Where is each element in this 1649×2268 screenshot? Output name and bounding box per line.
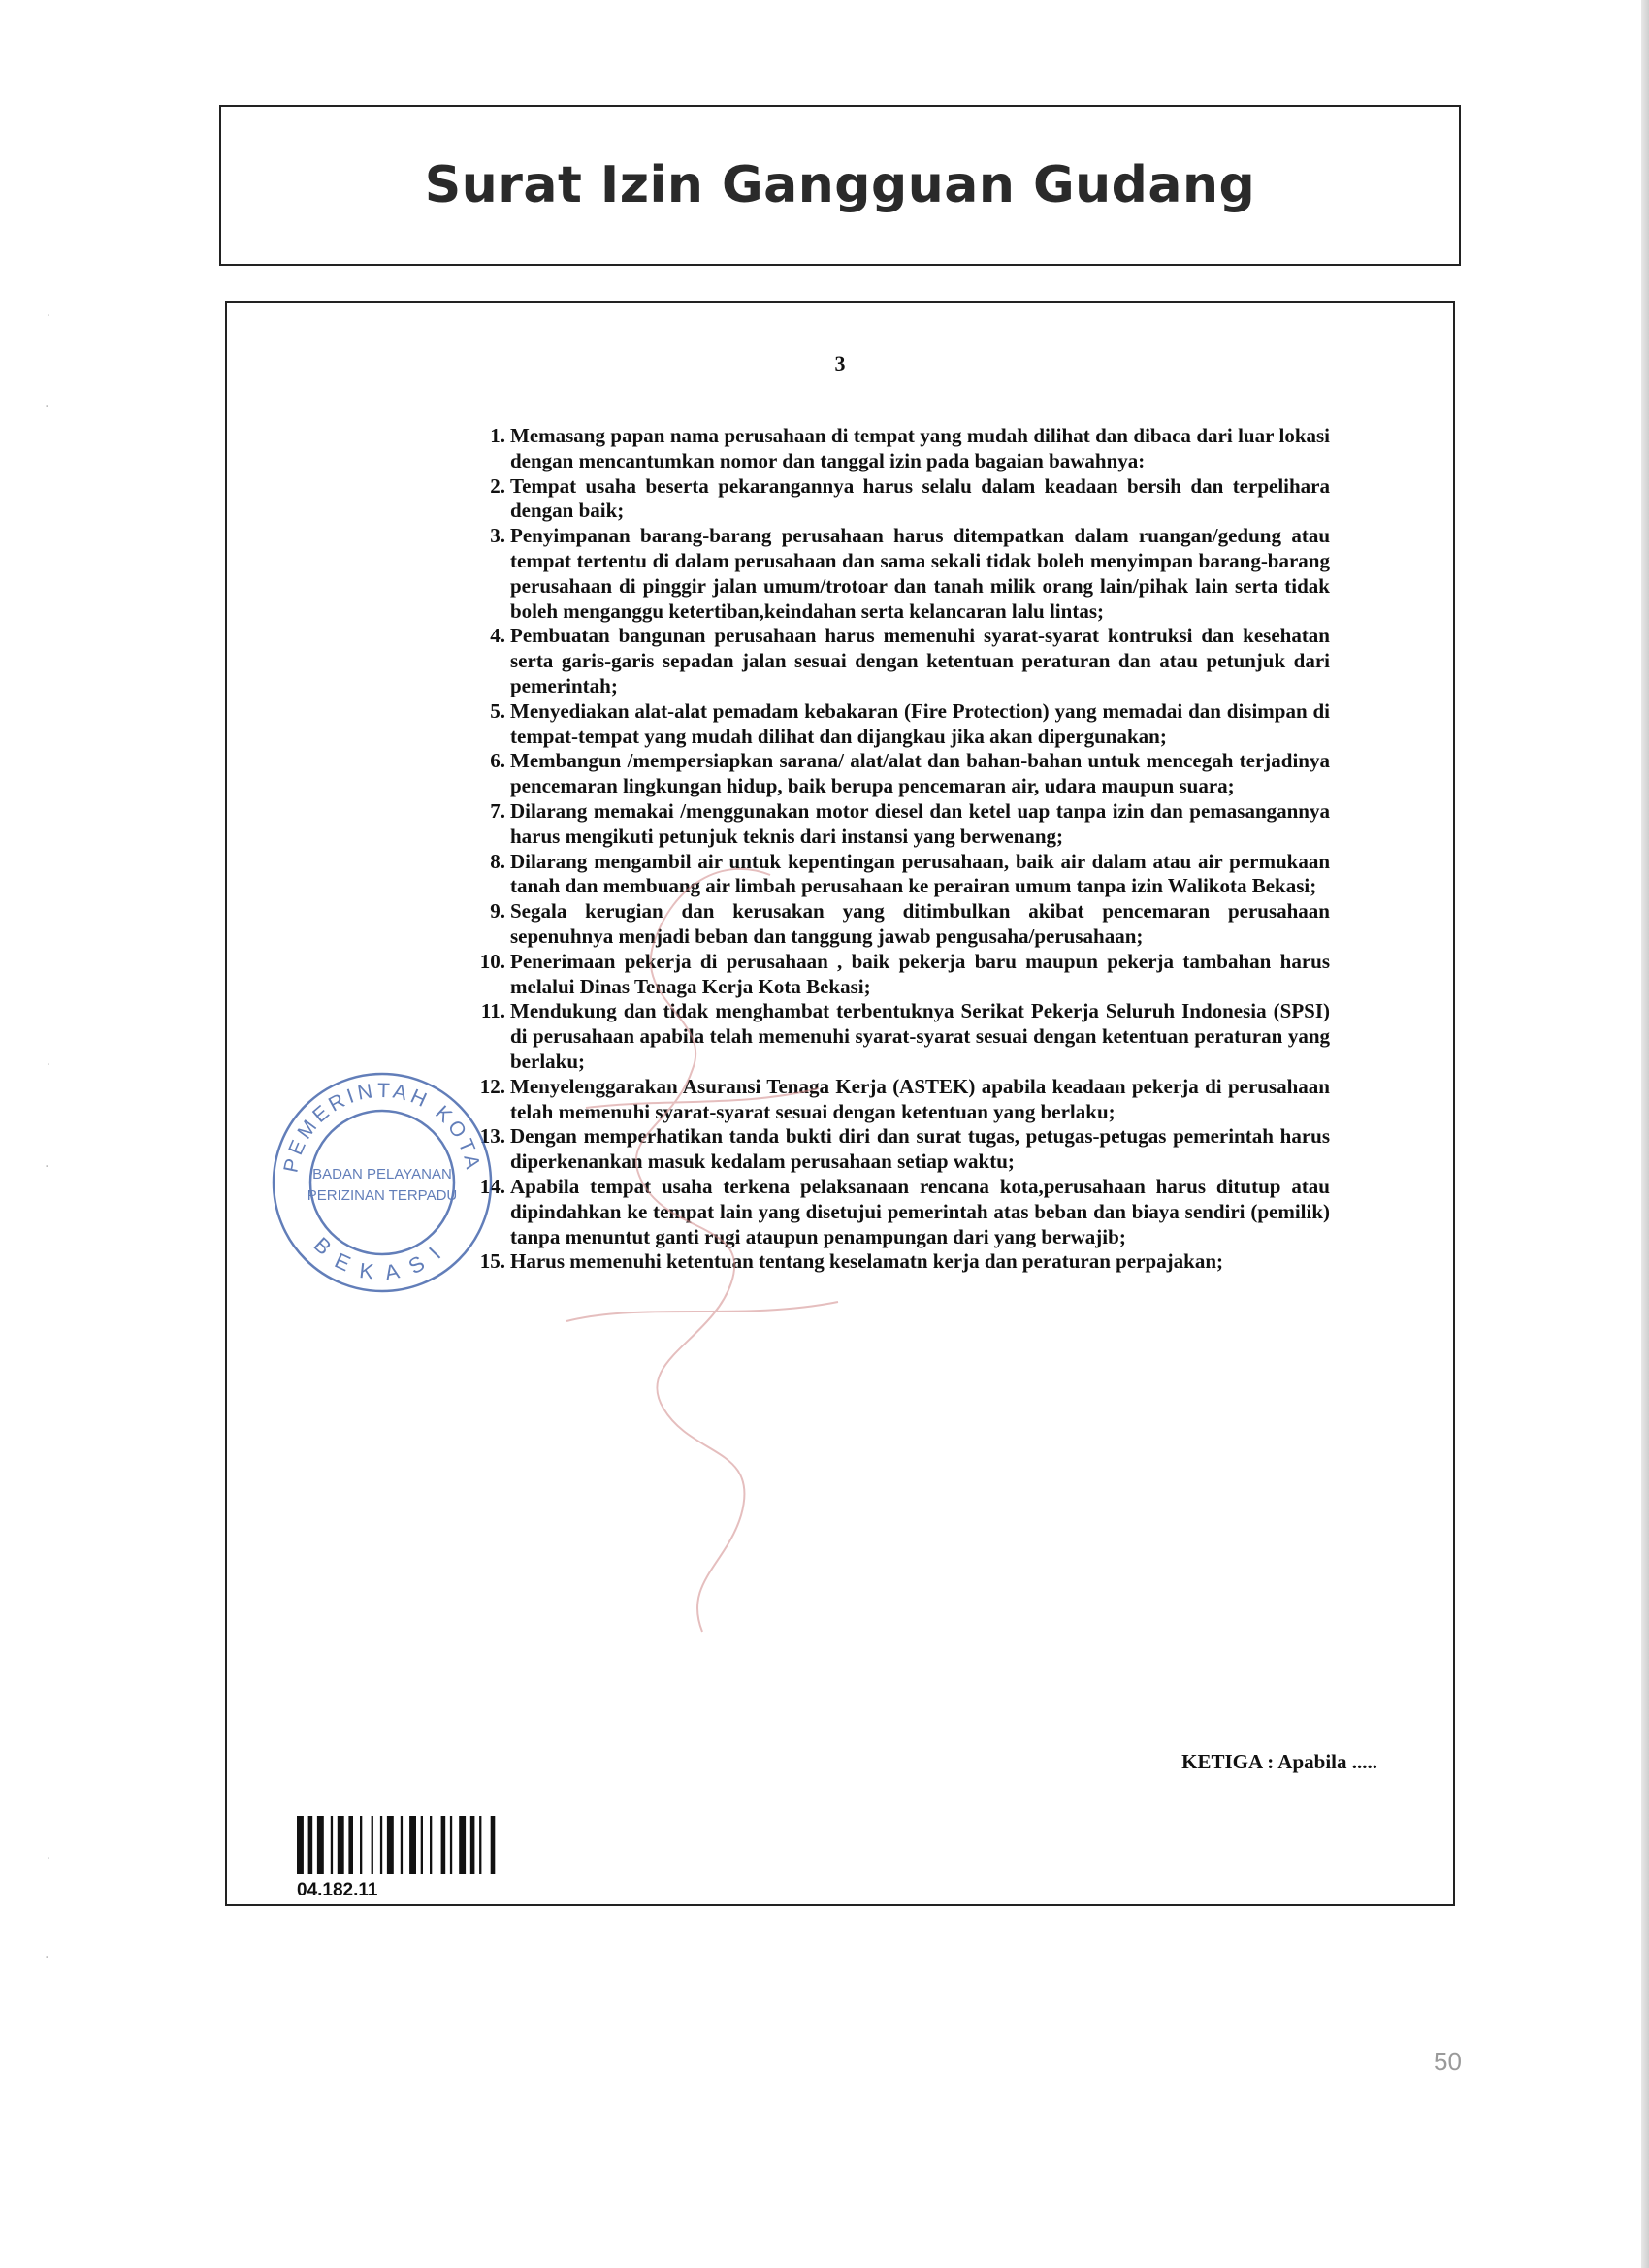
clause-number: 13.: [479, 1124, 505, 1149]
clause-number: 2.: [490, 473, 505, 498]
clause-text: Menyelenggarakan Asuransi Tenaga Kerja (ASTEK) apabila keadaan pekerja di perusahaan telah memenuhi syarat-syarat sesuai dengan ketentuan yang berlaku;: [510, 1074, 1330, 1123]
barcode-bar: [308, 1816, 313, 1874]
barcode-bar: [401, 1816, 403, 1874]
clause-text: Membangun /mempersiapkan sarana/ alat/alat dan bahan-bahan untuk mencegah terjadinya pencemaran lingkungan hidup, baik berupa pencemaran air, udara maupun suara;: [510, 749, 1330, 798]
barcode-bar: [441, 1816, 446, 1874]
clause-text: Menyediakan alat-alat pemadam kebakaran (Fire Protection) yang memadai dan disimpan di tempat-tempat yang mudah dilihat dan dijangkau jika akan dipergunakan;: [510, 698, 1330, 748]
clause-item: [490, 624, 1330, 698]
clause-text: Pembuatan bangunan perusahaan harus memenuhi syarat-syarat kontruksi dan kesehatan serta garis-garis sepadan jalan sesuai dengan ketentuan peraturan dan atau petunjuk dari pemerintah;: [510, 624, 1330, 697]
barcode-bar: [360, 1816, 362, 1874]
clause-text: Mendukung dan tidak menghambat terbentuknya Serikat Pekerja Seluruh Indonesia (SPSI) di perusahaan apabila telah memenuhi syarat-syarat sesuai dengan ketentuan peraturan yang berlaku;: [510, 999, 1330, 1073]
clause-number: 4.: [490, 624, 505, 648]
clause-item: [490, 698, 1330, 750]
clause-text: Penerimaan pekerja di perusahaan , baik pekerja baru maupun pekerja tambahan harus melalui Dinas Tenaga Kerja Kota Bekasi;: [510, 949, 1330, 998]
title-box: [219, 105, 1461, 266]
clause-item: [480, 999, 1330, 1074]
barcode-bar: [479, 1816, 481, 1874]
barcode-bar: [297, 1816, 304, 1874]
clause-number: 12.: [479, 1074, 505, 1098]
clause-list: [479, 424, 1330, 1275]
scan-speck: ·: [45, 1159, 49, 1175]
official-stamp-icon: [266, 1066, 499, 1299]
clause-text: Apabila tempat usaha terkena pelaksanaan rencana kota,perusahaan harus ditutup atau dipindahkan ke tempat lain yang disetujui pemerintah atas beban dan biaya sendiri (pemilik) tanpa menuntut ganti rugi ataupun penampungan dari yang berwajib;: [510, 1174, 1330, 1248]
clause-text: Dengan memperhatikan tanda bukti diri dan surat tugas, petugas-petugas pemerintah harus diperkenankan masuk kedalam perusahaan setiap waktu;: [510, 1124, 1330, 1174]
clause-text: Dilarang mengambil air untuk kepentingan perusahaan, baik air dalam atau air permukaan tanah dan membuang air limbah perusahaan ke perairan umum tanpa izin Walikota Bekasi;: [510, 849, 1330, 898]
clause-item: [490, 899, 1330, 950]
clause-text: Harus memenuhi ketentuan tentang keselamatn kerja dan peraturan perpajakan;: [510, 1249, 1224, 1274]
barcode-bar: [317, 1816, 324, 1874]
clause-number: 1.: [490, 424, 505, 447]
barcode-bar: [459, 1816, 466, 1874]
barcode-bar: [380, 1816, 382, 1874]
clause-text: Segala kerugian dan kerusakan yang ditimbulkan akibat pencemaran perusahaan sepenuhnya menjadi beban dan tanggung jawab pengusaha/perusahaan;: [510, 899, 1330, 948]
barcode-bar: [430, 1816, 432, 1874]
scan-speck: ·: [47, 1057, 51, 1073]
scan-edge: [1641, 0, 1649, 2268]
barcode-icon: [297, 1816, 539, 1874]
clause-number: 10.: [479, 949, 505, 973]
continuation-note: KETIGA : Apabila .....: [1181, 1750, 1377, 1773]
svg-text:PEMERINTAH KOTA: [279, 1080, 484, 1175]
clause-number: 15.: [479, 1249, 505, 1274]
clause-item: [490, 849, 1330, 900]
stamp-text-top: PEMERINTAH KOTA: [279, 1079, 485, 1175]
clause-item: [479, 1074, 1330, 1125]
clause-item: [479, 1174, 1330, 1249]
barcode-bar: [409, 1816, 416, 1874]
clause-item: [490, 798, 1330, 850]
scan-speck: ·: [45, 400, 49, 415]
clause-number: 3.: [490, 524, 505, 548]
barcode-bar: [387, 1816, 394, 1874]
clause-text: Penyimpanan barang-barang perusahaan harus ditempatkan dalam ruangan/gedung atau tempat tertentu di dalam perusahaan dan sama sekali tidak boleh menyimpan barang-barang perusahaan di pinggir jalan umum/trotoar dan tanah milik orang lain/pihak lain serta tidak boleh menganggu ketertiban,keindahan serta kelancaran lalu lintas;: [510, 524, 1330, 623]
clause-number: 7.: [490, 798, 505, 823]
clause-number: 8.: [490, 849, 505, 873]
clause-text: Dilarang memakai /menggunakan motor diesel dan ketel uap tanpa izin dan pemasangannya harus mengikuti petunjuk teknis dari instansi yang berwenang;: [510, 798, 1330, 848]
clause-item: [490, 424, 1330, 474]
clause-text: Tempat usaha beserta pekarangannya harus selalu dalam keadaan bersih dan terpelihara dengan baik;: [510, 473, 1330, 523]
barcode-bar: [450, 1816, 452, 1874]
stamp-text-bottom: BEKASI: [308, 1232, 456, 1286]
barcode-bar: [372, 1816, 373, 1874]
scan-speck: ·: [47, 308, 51, 324]
clause-text: Memasang papan nama perusahaan di tempat yang mudah dilihat dan dibaca dari luar lokasi dengan mencantumkan nomor dan tanggal izin pada bagaian bawahnya:: [510, 424, 1330, 472]
barcode-bar: [348, 1816, 353, 1874]
page-number: 3: [834, 351, 846, 375]
barcode-bar: [470, 1816, 475, 1874]
scan-page-number: 50: [1434, 2047, 1462, 2076]
stamp-inner-line1: BADAN PELAYANAN: [312, 1166, 452, 1183]
document-frame: [225, 301, 1455, 1906]
clause-number: 6.: [490, 749, 505, 773]
document-title: Surat Izin Gangguan Gudang: [424, 156, 1256, 214]
clause-item: [479, 1249, 1330, 1275]
clause-item: [490, 749, 1330, 799]
barcode-bar: [331, 1816, 333, 1874]
clause-number: 14.: [479, 1174, 505, 1198]
clause-number: 5.: [490, 698, 505, 723]
barcode-bar: [491, 1816, 496, 1874]
clause-item: [490, 473, 1330, 525]
scan-speck: ·: [47, 1851, 51, 1866]
clause-item: [479, 1124, 1330, 1175]
barcode-number: 04.182.11: [297, 1880, 378, 1900]
clause-item: [490, 524, 1330, 624]
scan-speck: ·: [45, 1950, 49, 1965]
clause-item: [479, 949, 1330, 1000]
clause-number: 9.: [490, 899, 505, 923]
stamp-inner-line2: PERIZINAN TERPADU: [307, 1187, 458, 1204]
clause-number: 11.: [480, 999, 505, 1023]
barcode-bar: [338, 1816, 344, 1874]
barcode-bar: [421, 1816, 423, 1874]
